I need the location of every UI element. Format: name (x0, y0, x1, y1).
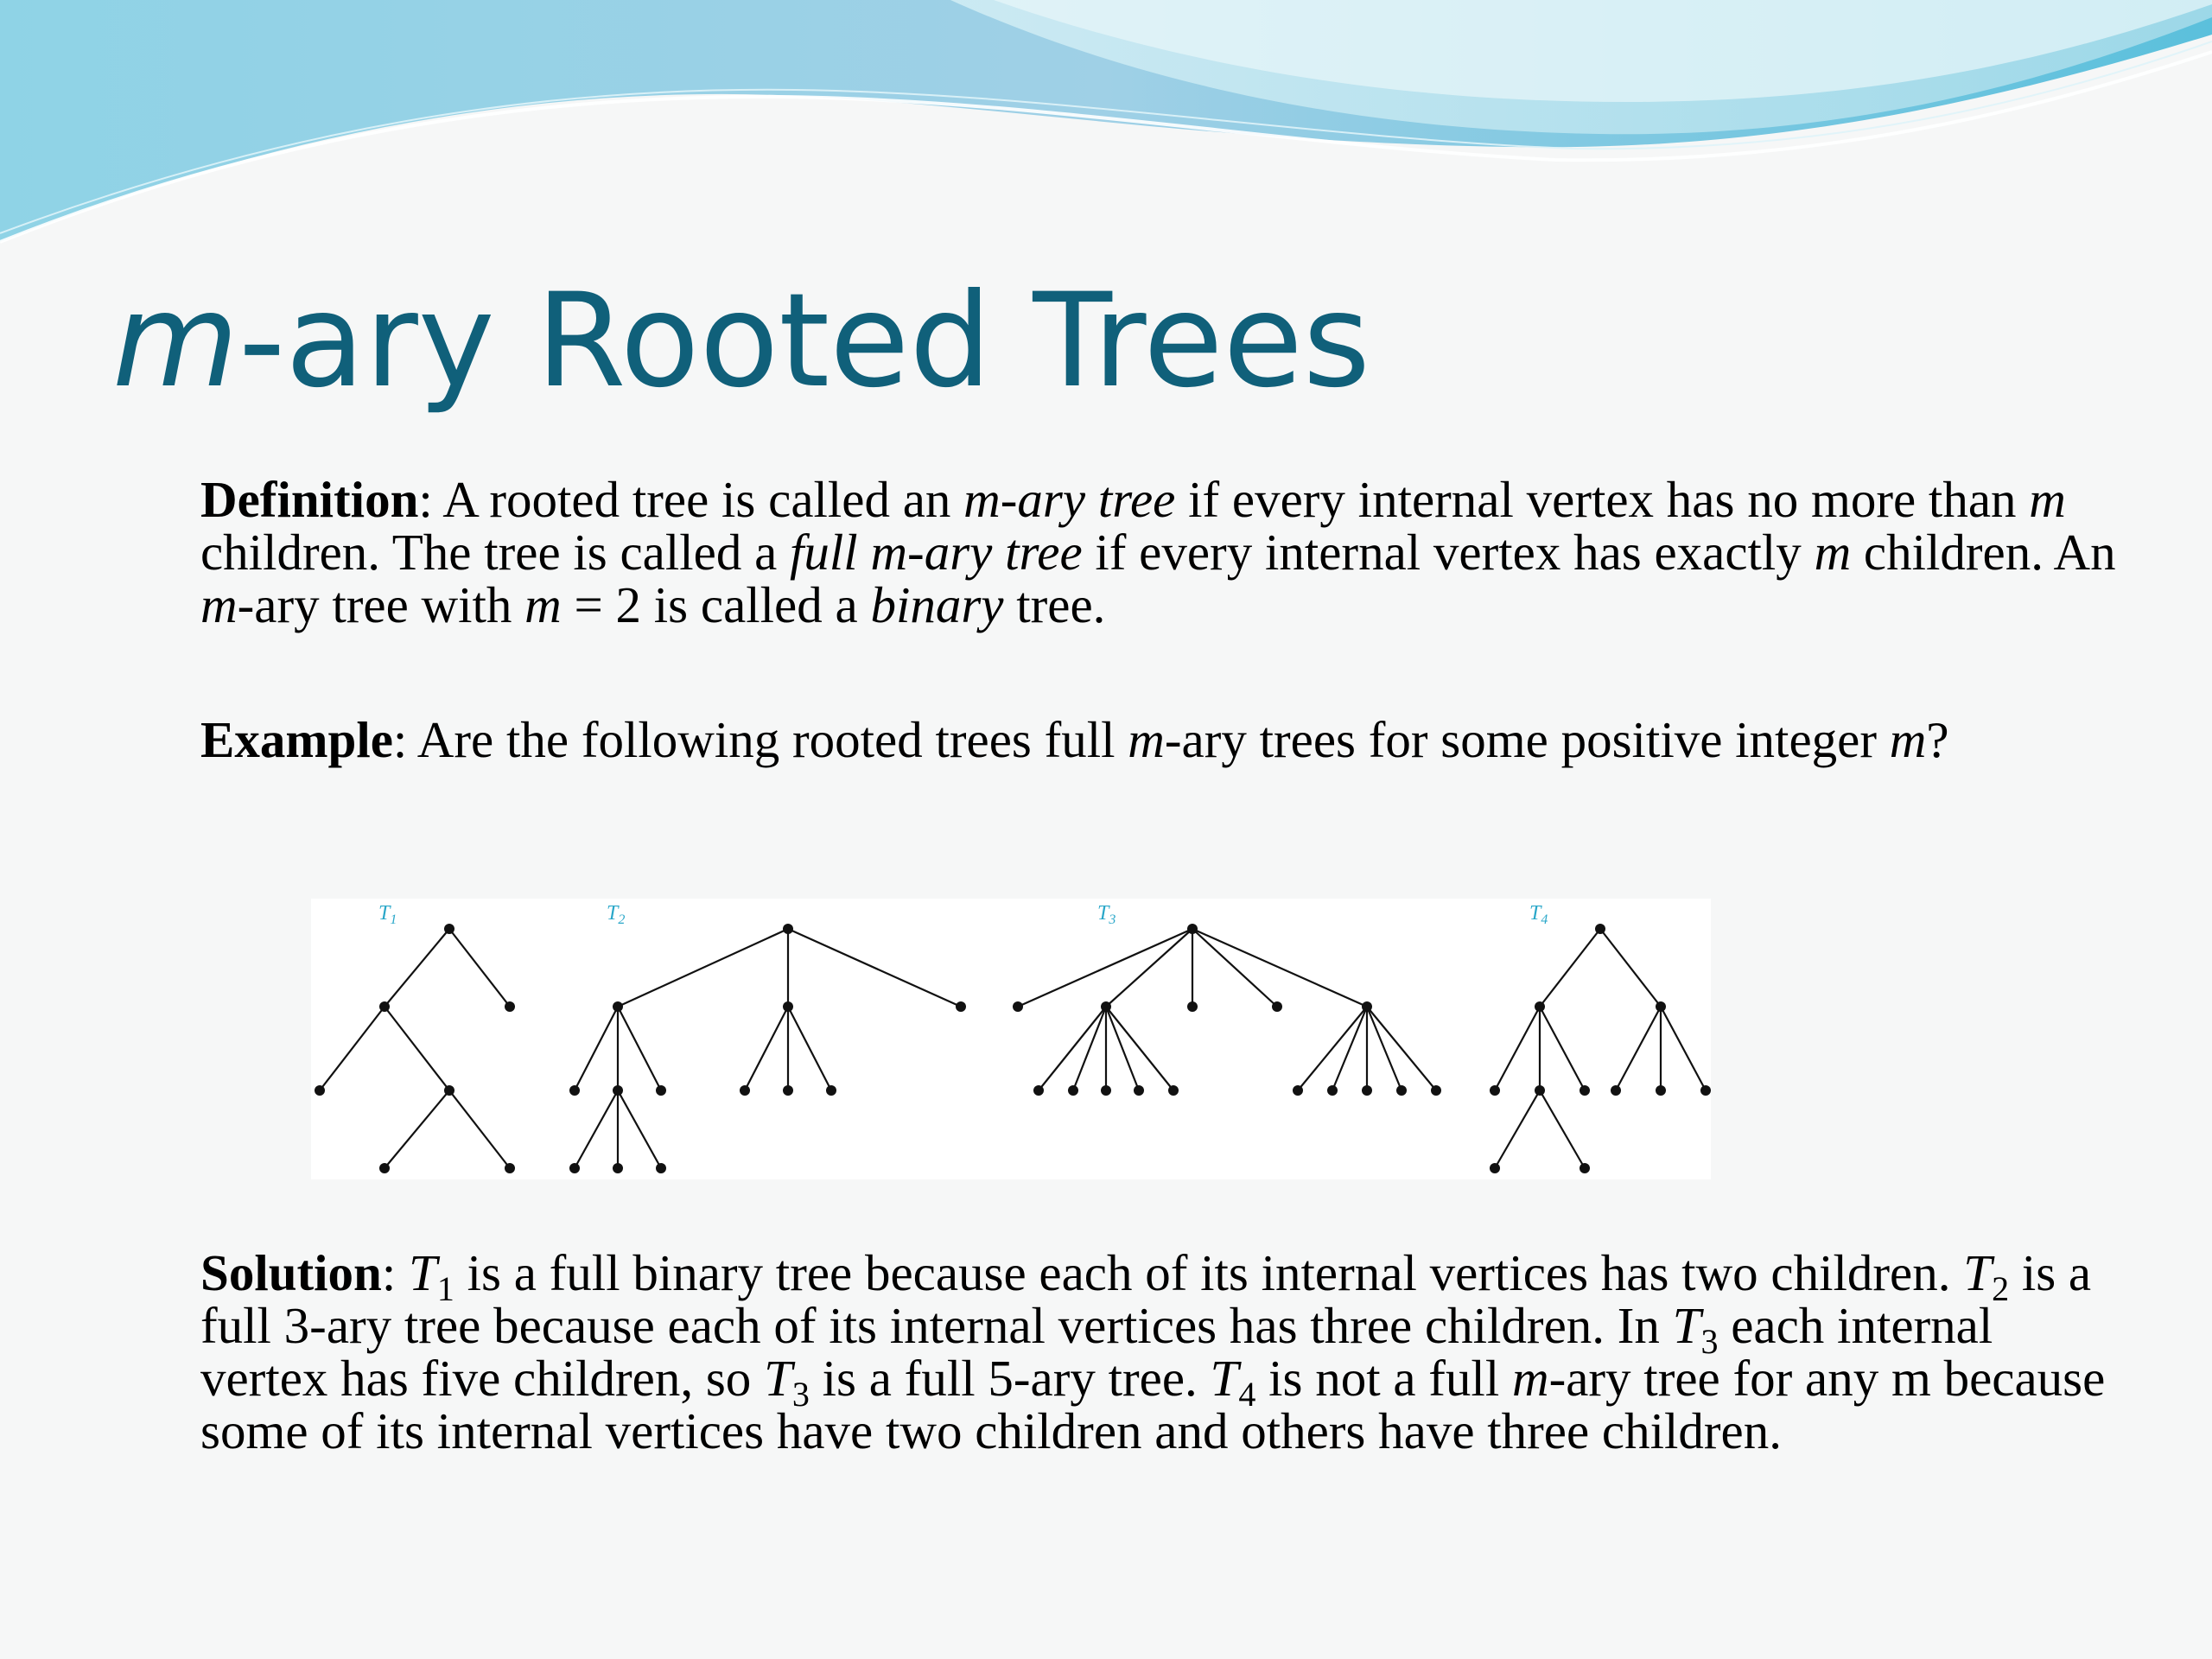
solution-text: -ary tree for any m because some of its internal vertices have two children and others have three children. (200, 1350, 2106, 1459)
title-text: -ary Rooted Trees (238, 266, 1370, 416)
solution-var-t: T (1963, 1244, 1993, 1301)
example-label: Example (200, 711, 393, 768)
definition-text: tree. (1003, 576, 1106, 633)
definition-var-m: m (200, 576, 238, 633)
solution-text: is a full 3-ary tree because each of its internal vertices has three children. In (200, 1244, 2092, 1354)
solution-var-m: m (1511, 1350, 1549, 1407)
title-italic-m: m (112, 266, 239, 416)
definition-paragraph (200, 471, 2127, 633)
trees-diagram (311, 899, 1711, 1179)
solution-subscript: 2 (1992, 1269, 2010, 1308)
tree-label-t2: $T_2$ (607, 902, 626, 927)
tree-label-t4: $T_4$ (1529, 902, 1548, 927)
solution-subscript: 3 (791, 1375, 810, 1414)
definition-term-mary: m-ary tree (963, 471, 1176, 528)
solution-subscript: 1 (436, 1269, 454, 1308)
solution-var-t: T (1210, 1350, 1239, 1407)
definition-var-m: m (524, 576, 562, 633)
definition-text: if every internal vertex has exactly (1082, 524, 1815, 581)
definition-text: children. The tree is called a (200, 524, 791, 581)
example-var-m: m (1889, 711, 1927, 768)
trees-figure (311, 899, 1711, 1179)
definition-term-full-mary: full m-ary tree (790, 524, 1083, 581)
solution-var-t: T (764, 1350, 792, 1407)
tree-label-t3: $T_3$ (1097, 902, 1116, 927)
example-text: -ary trees for some positive integer (1164, 711, 1890, 768)
definition-text: if every internal vertex has no more than (1175, 471, 2030, 528)
solution-var-t: T (409, 1244, 437, 1301)
solution-paragraph (200, 1244, 2127, 1459)
definition-label: Definition (200, 471, 419, 528)
definition-text: -ary tree with (237, 576, 525, 633)
example-paragraph (200, 711, 2127, 768)
solution-subscript: 3 (1700, 1322, 1719, 1361)
definition-var-m: m (2029, 471, 2066, 528)
solution-text: each internal vertex has five children, so (200, 1297, 1993, 1407)
definition-term-binary: binary (870, 576, 1004, 633)
definition-text: : A rooted tree is called an (418, 471, 964, 528)
solution-var-t: T (1672, 1297, 1701, 1354)
definition-text: = 2 is called a (561, 576, 871, 633)
solution-subscript: 4 (1238, 1375, 1256, 1414)
solution-text: is a full binary tree because each of its internal vertices has two children. (454, 1244, 1964, 1301)
definition-var-m: m (1814, 524, 1852, 581)
example-text: ? (1926, 711, 1949, 768)
definition-text: children. An (1851, 524, 2116, 581)
solution-text: is not a full (1255, 1350, 1512, 1407)
header-wave-decoration (0, 0, 2212, 259)
tree-label-t1: $T_1$ (378, 902, 397, 927)
slide-title (112, 266, 1370, 416)
solution-label: Solution (200, 1244, 382, 1301)
example-text: : Are the following rooted trees full (392, 711, 1128, 768)
example-var-m: m (1128, 711, 1165, 768)
solution-text: : (381, 1244, 410, 1301)
solution-text: is a full 5-ary tree. (809, 1350, 1211, 1407)
